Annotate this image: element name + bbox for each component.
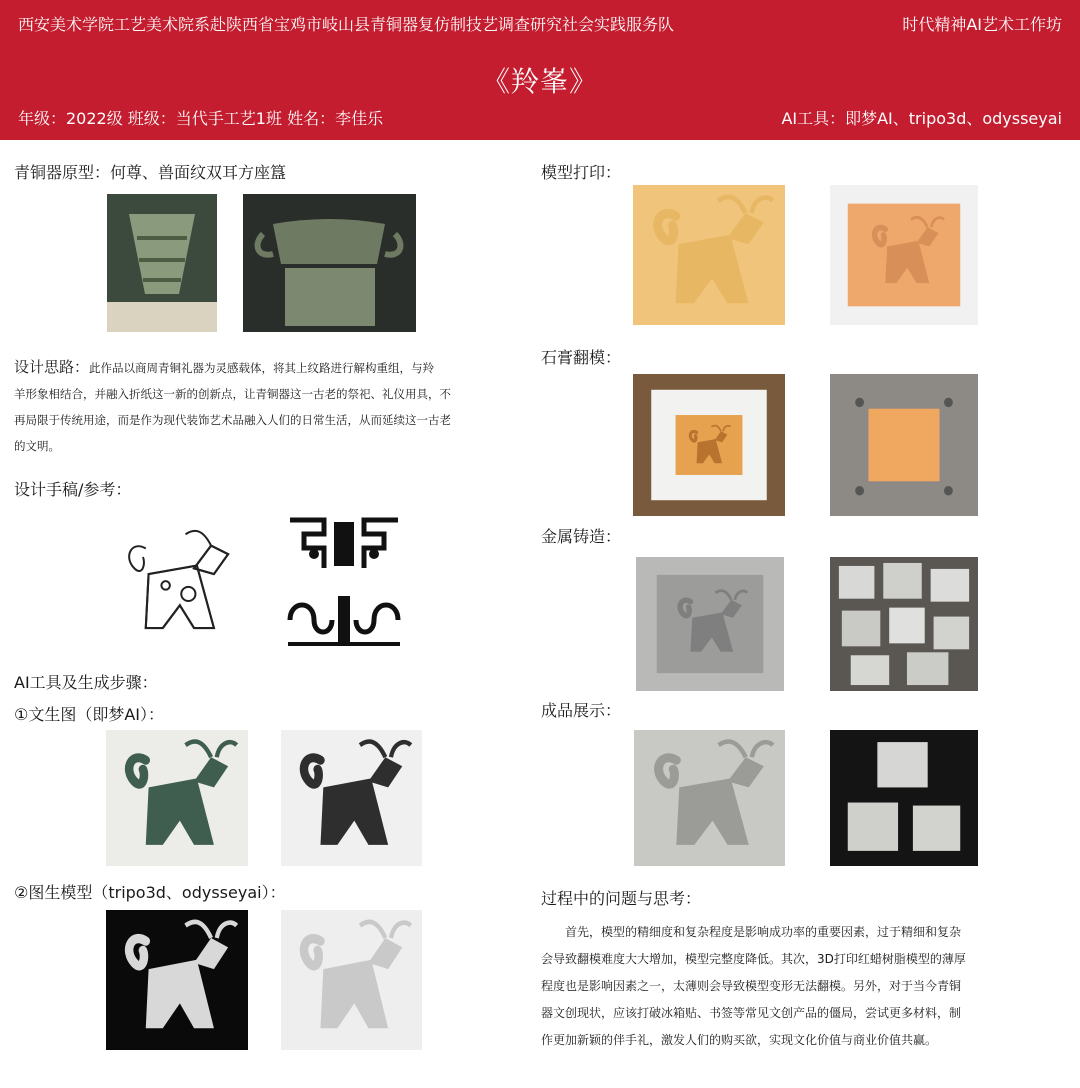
bronze-gui-photo (243, 194, 416, 332)
work-title: 《羚峯》 (481, 65, 598, 98)
reflection-title: 过程中的问题与思考： (541, 889, 702, 908)
ai-image-green (106, 730, 248, 866)
product-photo-1 (634, 730, 785, 866)
reflection-text: 首先，模型的精细度和复杂程度是影响成功率的重要因素，过于精细和复杂 会导致翻模难度大大增加，模型完整度降低。其次，3D打印红蜡树脂模型的薄厚 程度也是影响因素之一，太薄则会导致模型变形无法翻模。另外，对于当今青铜 器文创现状，应该打破冰箱贴、书签等常见文创产品的僵局，尝试更多材料，制 作更加新颖的伴手礼，激发人们的购买欲，实现文化价值与商业价值共赢。 (541, 925, 966, 1047)
step2-label: ②图生模型（tripo3d、odysseyai）： (14, 883, 286, 902)
ai-tools-info: AI工具：即梦AI、tripo3d、odysseyai (781, 109, 1062, 128)
plaster-mold-photo-1 (633, 374, 785, 516)
design-idea-label: 设计思路： (14, 358, 90, 376)
bronze-zun-photo (107, 194, 217, 332)
workshop-name: 时代精神AI艺术工作坊 (902, 15, 1062, 34)
prototype-title: 青铜器原型：何尊、兽面纹双耳方座簋 (14, 163, 287, 182)
product-photo-2 (830, 730, 978, 866)
pattern-reference-1 (284, 514, 404, 574)
print-photo-1 (633, 185, 785, 325)
design-idea: 设计思路：此作品以商周青铜礼器为灵感载体，将其上纹路进行解构重组，与羚 羊形象相结合，并融入折纸这一新的创新点，让青铜器这一古老的祭祀、礼仪用具，不 再局限于传统用途，而是作为现代装饰艺术品融入人们的日常生活，从而延续这一古老 的文明。 (14, 358, 451, 453)
student-info: 年级：2022级 班级：当代手工艺1班 姓名：李佳乐 (18, 109, 384, 128)
plaster-title: 石膏翻模： (541, 348, 622, 367)
sketch-title: 设计手稿/参考： (14, 480, 132, 499)
print-title: 模型打印： (541, 163, 622, 182)
step1-label: ①文生图（即梦AI）： (14, 705, 165, 724)
casting-photo-1 (636, 557, 784, 691)
model-render-dark (106, 910, 248, 1050)
ai-image-dark (281, 730, 422, 866)
ai-steps-title: AI工具及生成步骤： (14, 673, 158, 692)
plaster-mold-photo-2 (830, 374, 978, 516)
print-photo-2 (830, 185, 978, 325)
casting-photo-2 (830, 557, 978, 691)
team-name: 西安美术学院工艺美术院系赴陕西省宝鸡市岐山县青铜器复仿制技艺调查研究社会实践服务队 (18, 15, 675, 34)
antelope-sketch (106, 510, 248, 658)
casting-title: 金属铸造： (541, 527, 622, 546)
header-banner (0, 0, 1080, 140)
pattern-reference-2 (284, 590, 404, 652)
model-render-light (281, 910, 422, 1050)
product-title: 成品展示： (541, 701, 622, 720)
